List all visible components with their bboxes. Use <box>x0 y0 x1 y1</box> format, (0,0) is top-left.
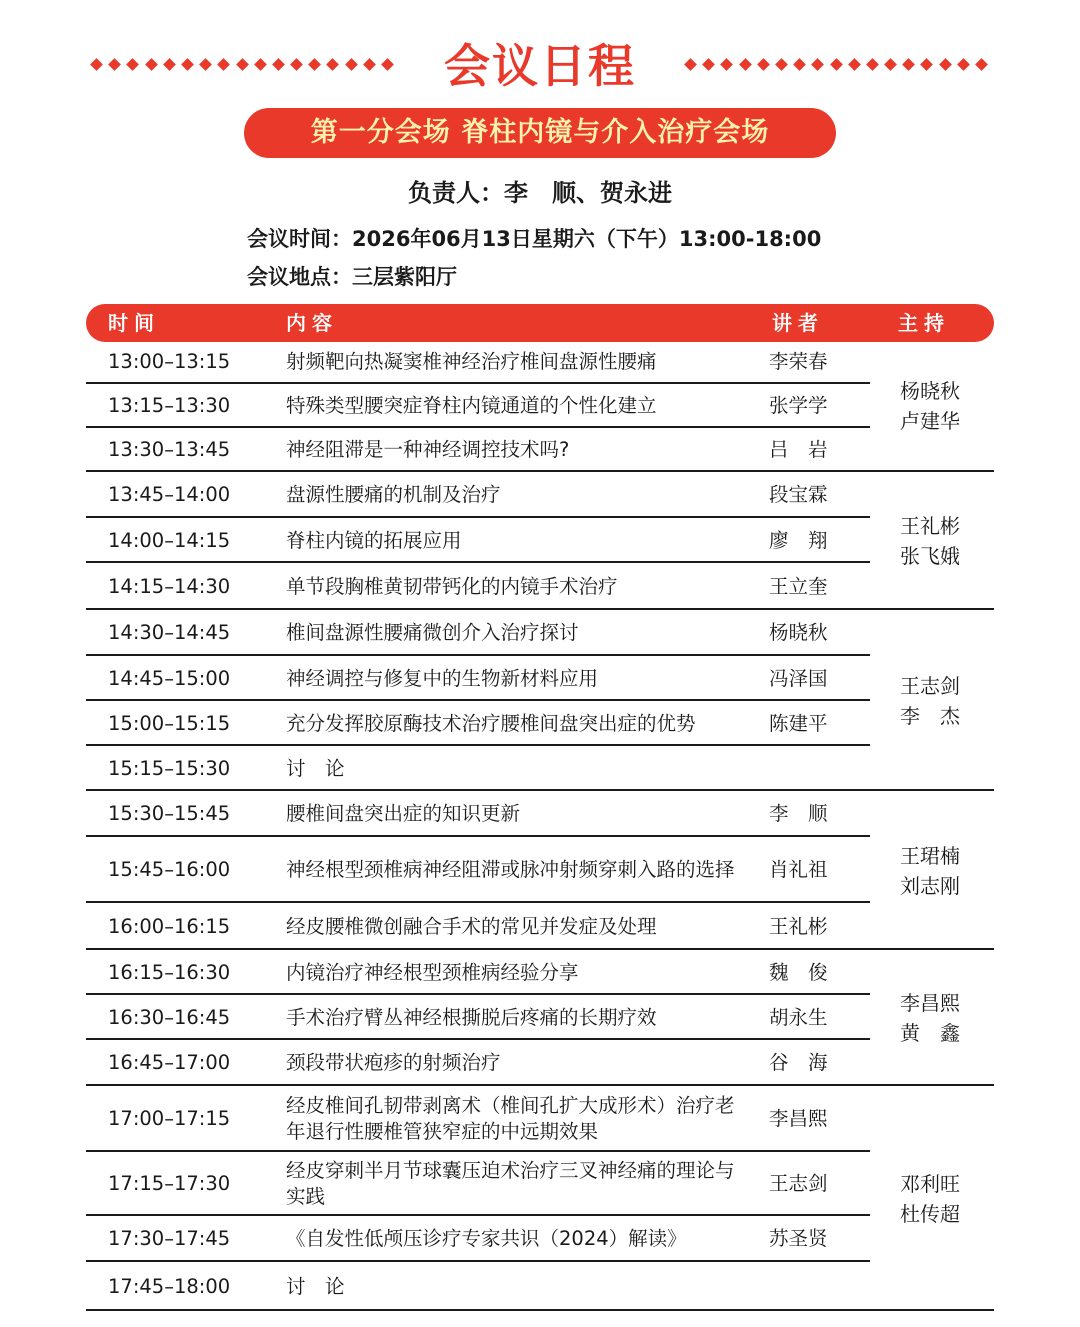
row-speaker: 谷 海 <box>769 1051 828 1074</box>
row-time: 16:15–16:30 <box>108 960 231 984</box>
diamond-icon <box>163 58 176 71</box>
diamond-icon <box>145 58 158 71</box>
diamond-icon <box>236 58 249 71</box>
diamond-icon <box>811 58 824 71</box>
table-row <box>86 837 870 903</box>
row-speaker: 杨晓秋 <box>769 621 828 644</box>
host-name: 刘志刚 <box>900 873 960 898</box>
table-row <box>86 472 870 518</box>
row-time: 15:30–15:45 <box>108 802 231 825</box>
table-row <box>86 1152 870 1216</box>
row-time: 17:45–18:00 <box>108 1274 231 1298</box>
session-title: 第一分会场 脊柱内镜与介入治疗会场 <box>244 108 836 158</box>
row-time: 17:15–17:30 <box>108 1172 231 1195</box>
row-speaker: 肖礼祖 <box>769 858 828 881</box>
table-row <box>86 563 870 610</box>
row-time: 16:00–16:15 <box>108 914 231 938</box>
diamond-icon <box>775 58 788 71</box>
row-topic: 《自发性低颅压诊疗专家共识（2024）解读》 <box>286 1227 687 1250</box>
meeting-place: 会议地点：三层紫阳厅 <box>247 265 457 289</box>
table-row <box>86 950 870 995</box>
row-time: 13:45–14:00 <box>108 483 231 506</box>
row-topic: 单节段胸椎黄韧带钙化的内镜手术治疗 <box>286 574 618 598</box>
row-time: 16:30–16:45 <box>108 1005 231 1029</box>
row-topic: 神经调控与修复中的生物新材料应用 <box>286 666 599 690</box>
row-speaker: 王立奎 <box>769 574 828 598</box>
row-speaker: 李 顺 <box>769 802 828 825</box>
table-row <box>86 610 870 656</box>
diamond-icon <box>957 58 970 71</box>
row-time: 14:15–14:30 <box>108 574 231 598</box>
diamond-icon <box>345 58 358 71</box>
row-speaker: 王礼彬 <box>769 914 828 938</box>
host-cell <box>870 610 994 791</box>
table-row <box>86 1216 870 1262</box>
header-content: 内容 <box>286 311 338 335</box>
host-name: 王礼彬 <box>900 514 960 538</box>
diamond-icon <box>108 58 121 71</box>
host-name: 杨晓秋 <box>900 379 960 403</box>
host-name: 王珺楠 <box>900 843 960 868</box>
diamond-icon <box>721 58 734 71</box>
host-cell <box>870 1086 994 1311</box>
host-divider <box>870 1309 994 1311</box>
diamond-icon <box>684 58 697 71</box>
host-names <box>900 950 960 1086</box>
diamond-icon <box>290 58 303 71</box>
row-time: 15:15–15:30 <box>108 756 231 780</box>
row-divider <box>86 1309 870 1311</box>
diamond-icon <box>272 58 285 71</box>
row-time: 15:00–15:15 <box>108 711 231 735</box>
row-speaker: 王志剑 <box>769 1172 828 1195</box>
host-cell <box>870 791 994 950</box>
row-topic: 经皮腰椎微创融合手术的常见并发症及处理 <box>286 914 657 938</box>
row-speaker <box>769 1262 859 1311</box>
table-header <box>86 304 994 342</box>
diamond-icon <box>739 58 752 71</box>
table-row <box>86 746 870 791</box>
header-time: 时间 <box>108 311 160 335</box>
row-speaker: 李荣春 <box>769 350 828 373</box>
row-time: 14:00–14:15 <box>108 528 231 552</box>
row-speaker: 张学学 <box>769 394 828 417</box>
host-name: 杜传超 <box>900 1201 960 1226</box>
row-time: 15:45–16:00 <box>108 858 231 881</box>
diamond-icon <box>199 58 212 71</box>
host-cell <box>870 472 994 610</box>
host-names <box>900 1086 960 1311</box>
row-speaker: 魏 俊 <box>769 960 828 984</box>
row-speaker: 廖 翔 <box>769 528 828 552</box>
host-name: 王志剑 <box>900 673 960 698</box>
row-speaker: 苏圣贤 <box>769 1227 828 1250</box>
row-speaker: 吕 岩 <box>769 438 828 461</box>
row-topic: 充分发挥胶原酶技术治疗腰椎间盘突出症的优势 <box>286 711 696 735</box>
row-topic: 内镜治疗神经根型颈椎病经验分享 <box>286 960 579 984</box>
row-topic: 讨 论 <box>286 756 345 780</box>
diamond-icon <box>181 58 194 71</box>
host-cell <box>870 950 994 1086</box>
table-row <box>86 384 870 428</box>
host-name: 卢建华 <box>900 409 960 433</box>
diamond-icon <box>939 58 952 71</box>
table-row <box>86 656 870 701</box>
row-topic: 经皮椎间孔韧带剥离术（椎间孔扩大成形术）治疗老年退行性腰椎管狭窄症的中远期效果 <box>286 1094 735 1143</box>
table-row <box>86 903 870 950</box>
diamond-icon <box>254 58 267 71</box>
host-name: 黄 鑫 <box>900 1021 960 1045</box>
diamond-icon <box>848 58 861 71</box>
host-name: 张飞娥 <box>900 544 960 568</box>
row-topic: 腰椎间盘突出症的知识更新 <box>286 802 521 825</box>
host-names <box>900 340 960 472</box>
row-topic: 脊柱内镜的拓展应用 <box>286 528 462 552</box>
meeting-time: 会议时间：2026年06月13日星期六（下午）13:00-18:00 <box>247 227 822 251</box>
diamond-icon <box>381 58 394 71</box>
row-topic: 盘源性腰痛的机制及治疗 <box>286 483 501 506</box>
row-topic: 神经阻滞是一种神经调控技术吗? <box>286 438 570 461</box>
row-speaker <box>769 746 859 791</box>
host-name: 李 杰 <box>900 703 960 728</box>
table-row <box>86 518 870 563</box>
diamond-icon <box>884 58 897 71</box>
row-time: 13:00–13:15 <box>108 350 231 373</box>
table-row <box>86 1040 870 1086</box>
chairs-line: 负责人：李 顺、贺永进 <box>408 179 672 207</box>
diamond-icon <box>702 58 715 71</box>
host-name: 邓利旺 <box>900 1171 960 1196</box>
diamond-icon <box>902 58 915 71</box>
table-row <box>86 428 870 472</box>
row-time: 13:30–13:45 <box>108 438 231 461</box>
table-row <box>86 340 870 384</box>
row-speaker: 陈建平 <box>769 711 828 735</box>
diamond-icon <box>793 58 806 71</box>
diamond-icon <box>327 58 340 71</box>
row-topic: 特殊类型腰突症脊柱内镜通道的个性化建立 <box>286 394 657 417</box>
row-topic: 经皮穿刺半月节球囊压迫术治疗三叉神经痛的理论与实践 <box>286 1159 735 1208</box>
host-names <box>900 472 960 610</box>
diamond-decoration-right <box>686 60 986 74</box>
row-time: 14:30–14:45 <box>108 621 231 644</box>
diamond-icon <box>127 58 140 71</box>
table-row <box>86 1262 870 1311</box>
diamond-icon <box>757 58 770 71</box>
row-time: 14:45–15:00 <box>108 666 231 690</box>
table-row <box>86 1086 870 1152</box>
header-speaker: 讲者 <box>772 311 824 335</box>
diamond-icon <box>90 58 103 71</box>
host-name: 李昌熙 <box>900 991 960 1015</box>
diamond-icon <box>921 58 934 71</box>
row-time: 17:00–17:15 <box>108 1107 231 1130</box>
diamond-icon <box>975 58 988 71</box>
row-speaker: 段宝霖 <box>769 483 828 506</box>
row-topic: 椎间盘源性腰痛微创介入治疗探讨 <box>286 621 579 644</box>
table-row <box>86 791 870 837</box>
row-topic: 射频靶向热凝窦椎神经治疗椎间盘源性腰痛 <box>286 350 657 373</box>
table-row <box>86 995 870 1040</box>
row-topic: 颈段带状疱疹的射频治疗 <box>286 1051 501 1074</box>
diamond-icon <box>830 58 843 71</box>
row-time: 13:15–13:30 <box>108 394 231 417</box>
row-speaker: 冯泽国 <box>769 666 828 690</box>
table-row <box>86 701 870 746</box>
row-speaker: 李昌熙 <box>769 1107 828 1130</box>
diamond-icon <box>308 58 321 71</box>
host-names <box>900 610 960 791</box>
diamond-decoration-left <box>92 60 392 74</box>
host-names <box>900 791 960 950</box>
diamond-icon <box>363 58 376 71</box>
row-time: 17:30–17:45 <box>108 1227 231 1250</box>
row-time: 16:45–17:00 <box>108 1051 231 1074</box>
page-title: 会议日程 <box>444 39 636 93</box>
diamond-icon <box>217 58 230 71</box>
diamond-icon <box>866 58 879 71</box>
host-cell <box>870 340 994 472</box>
row-topic: 神经根型颈椎病神经阻滞或脉冲射频穿刺入路的选择 <box>286 858 735 881</box>
row-speaker: 胡永生 <box>769 1005 828 1029</box>
row-topic: 手术治疗臂丛神经根撕脱后疼痛的长期疗效 <box>286 1005 657 1029</box>
row-topic: 讨 论 <box>286 1274 345 1298</box>
header-host: 主持 <box>898 311 950 335</box>
